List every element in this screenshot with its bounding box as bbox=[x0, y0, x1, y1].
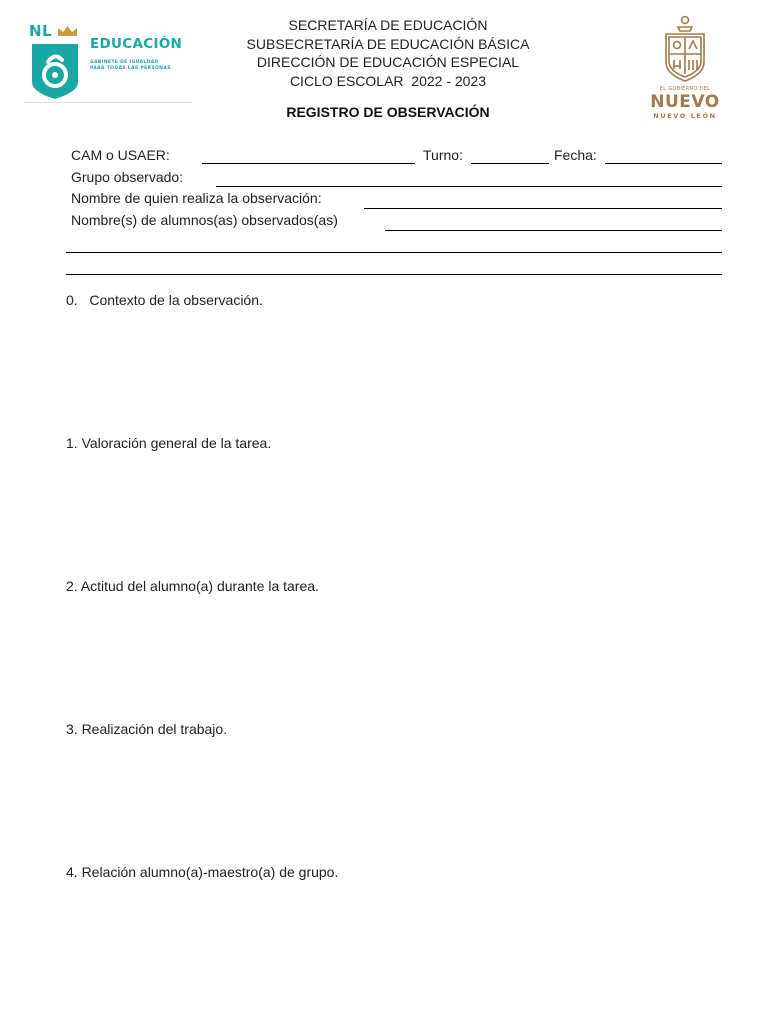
section-realizacion: 3. Realización del trabajo. bbox=[66, 721, 228, 737]
turno-field[interactable] bbox=[471, 163, 549, 164]
fecha-label: Fecha: bbox=[554, 147, 597, 163]
section-contexto: 0. Contexto de la observación. bbox=[66, 292, 263, 308]
turno-label: Turno: bbox=[423, 147, 463, 163]
fecha-field[interactable] bbox=[605, 163, 722, 164]
alumnos-label: Nombre(s) de alumnos(as) observados(as) bbox=[71, 212, 338, 228]
alumnos-field[interactable] bbox=[385, 230, 722, 231]
crown-icon bbox=[57, 25, 78, 37]
section-relacion: 4. Relación alumno(a)-maestro(a) de grupo. bbox=[66, 864, 339, 880]
alumnos-field-line-2[interactable] bbox=[66, 252, 722, 253]
gobierno-text: EL GOBIERNO DEL bbox=[659, 86, 711, 92]
cam-usaer-label: CAM o USAER: bbox=[71, 147, 170, 163]
section-valoracion: 1. Valoración general de la tarea. bbox=[66, 435, 272, 451]
header-line-subsecretaria: SUBSECRETARÍA DE EDUCACIÓN BÁSICA bbox=[246, 35, 530, 52]
document-title: REGISTRO DE OBSERVACIÓN bbox=[286, 104, 490, 120]
header-line-ciclo: CICLO ESCOLAR 2022 - 2023 bbox=[289, 72, 487, 89]
nuevo-text: NUEVO bbox=[650, 92, 720, 112]
alumnos-field-line-3[interactable] bbox=[66, 274, 722, 275]
coat-of-arms-icon bbox=[660, 14, 710, 84]
shield-icon bbox=[30, 42, 80, 100]
header-line-direccion: DIRECCIÓN DE EDUCACIÓN ESPECIAL bbox=[256, 54, 520, 70]
gabinete-text: GABINETE DE IGUALDAD PARA TODAS LAS PERSONAS bbox=[90, 60, 171, 71]
cam-usaer-field[interactable] bbox=[202, 163, 415, 164]
observador-label: Nombre de quien realiza la observación: bbox=[71, 190, 322, 206]
grupo-observado-label: Grupo observado: bbox=[71, 169, 184, 185]
nl-educacion-logo bbox=[24, 20, 192, 103]
nuevo-leon-text: NUEVO LEÓN bbox=[653, 112, 717, 120]
document-header bbox=[200, 16, 576, 90]
educacion-text: EDUCACIÓN bbox=[90, 36, 183, 52]
observador-field[interactable] bbox=[364, 208, 722, 209]
nuevo-leon-logo bbox=[640, 14, 730, 126]
grupo-observado-field[interactable] bbox=[216, 186, 722, 187]
section-actitud: 2. Actitud del alumno(a) durante la tarea. bbox=[66, 578, 319, 594]
nl-brand-text: NL bbox=[29, 22, 53, 40]
header-line-secretaria: SECRETARÍA DE EDUCACIÓN bbox=[288, 17, 488, 33]
